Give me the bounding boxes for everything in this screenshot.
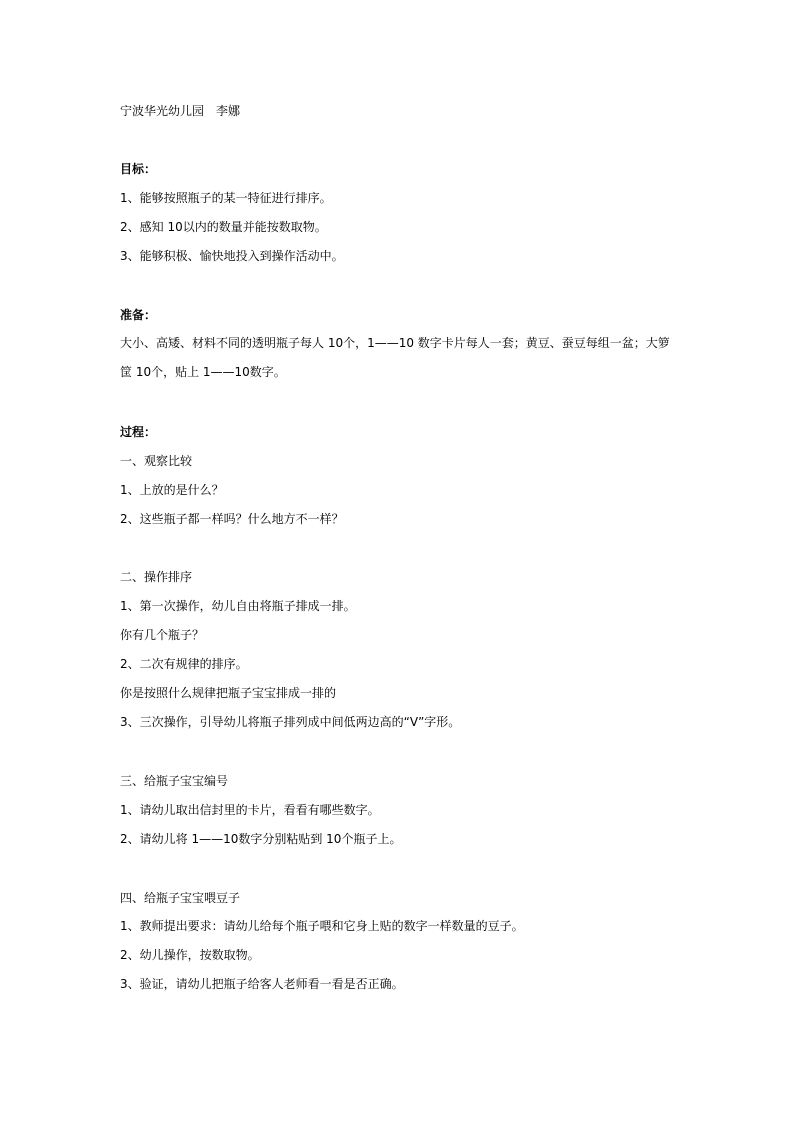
section-item: 1、上放的是什么？ [120, 483, 224, 497]
section-title: 四、给瓶子宝宝喂豆子 [120, 891, 241, 905]
section-item: 2、幼儿操作，按数取物。 [120, 948, 260, 962]
section-item: 3、三次操作，引导幼儿将瓶子排列成中间低两边高的“V”字形。 [120, 715, 461, 729]
section-item: 3、验证，请幼儿把瓶子给客人老师看一看是否正确。 [120, 977, 404, 991]
section-item: 1、请幼儿取出信封里的卡片，看看有哪些数字。 [120, 803, 380, 817]
goal-item: 2、感知 10以内的数量并能按数取物。 [120, 220, 327, 234]
section-item: 2、请幼儿将 1——10数字分别粘贴到 10个瓶子上。 [120, 832, 402, 846]
section-item: 1、第一次操作，幼儿自由将瓶子排成一排。 [120, 599, 356, 613]
prep-heading: 准备： [120, 308, 157, 322]
goal-item: 3、能够积极、愉快地投入到操作活动中。 [120, 249, 344, 263]
section-item: 你有几个瓶子？ [120, 628, 205, 642]
section-item: 你是按照什么规律把瓶子宝宝排成一排的 [120, 686, 337, 700]
section-item: 1、教师提出要求：请幼儿给每个瓶子喂和它身上贴的数字一样数量的豆子。 [120, 919, 524, 933]
section-title: 一、观察比较 [120, 454, 193, 468]
author-line: 宁波华光幼儿园 李娜 [120, 104, 241, 118]
section-item: 2、这些瓶子都一样吗？什么地方不一样？ [120, 512, 344, 526]
goal-item: 1、能够按照瓶子的某一特征进行排序。 [120, 191, 332, 205]
section-item: 2、二次有规律的排序。 [120, 657, 248, 671]
process-heading: 过程： [120, 425, 157, 439]
goals-heading: 目标： [120, 162, 157, 176]
section-title: 二、操作排序 [120, 570, 193, 584]
prep-text: 大小、高矮、材料不同的透明瓶子每人 10个，1——10 数字卡片每人一套；黄豆、蚕豆每组一盆；大箩筐 10个，贴上 1——10数字。 [120, 336, 670, 379]
section-title: 三、给瓶子宝宝编号 [120, 774, 229, 788]
